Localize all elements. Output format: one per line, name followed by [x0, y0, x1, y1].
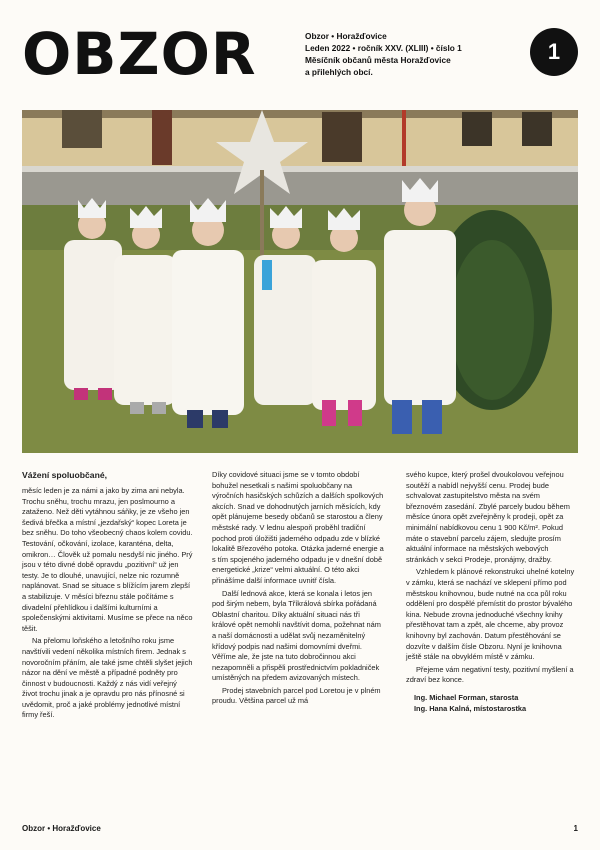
article-paragraph: měsíc leden je za námi a jako by zima ani nebyla. Trochu sněhu, trochu mrazu, jen poslmourno a zataženo. Než děti vytáhnou sáňky, je ze všeho jen šedivá břečka a místní „jezdařský“ kopec Loreta je bez sněhu. Do toho všeobecný chaos kolem covidu. Testování, očkování, izolace, karanténa, delta, omikron… Člověk už pomalu nesdyší nic jiného. Prý jsou v této divné době opravdu „pozitivní“ už jen testy. Je to dlouhé, unavující, nelze nic rozumně naplánovat. Snad se situace s blížícím jarem zlepší a stabilizuje. V měsíci březnu stále počítáme s divadelní přehlídkou i dalšími kulturními a společenskými aktivitami. Musíme se přece na něco těšit. — [22, 486, 193, 633]
publication-place: Obzor • Horažďovice — [305, 31, 387, 41]
masthead — [22, 22, 578, 92]
signature-line: Ing. Hana Kalná, místostarostka — [414, 703, 527, 713]
publication-tagline: Měsíčník občanů města Horažďovice — [305, 55, 451, 65]
publication-issue: Leden 2022 • ročník XXV. (XLIII) • číslo 1 — [305, 43, 462, 53]
newspaper-logo: OBZOR — [22, 20, 257, 88]
footer-publication: Obzor • Horažďovice — [22, 824, 101, 833]
article-column-2 — [212, 470, 384, 709]
article-salutation: Vážení spoluobčané, — [22, 470, 108, 480]
article-column-3 — [406, 470, 578, 714]
page-footer — [22, 824, 578, 836]
article-paragraph: svého kupce, který prošel dvoukolovou veřejnou soutěží a nabídl nejvyšší cenu. Prodej bude schvalovat zastupitelstvo města na svém březnovém zasedání. Zbylé parcely budou během měsíce února opět zveřejněny k prodeji, opět za minimální nabídkovou cenu 1 900 Kč/m². Pokud máte o stavební parcelu zájem, sledujte prosím aktuální informace na městských webových stránkách v sekci Prodeje, pronájmy, dražby. — [406, 470, 570, 564]
article-column-1 — [22, 470, 194, 723]
article-paragraph: Vzhledem k plánové rekonstrukci uhelné kotelny v zámku, která se nachází ve sklepení přímo pod městskou knihovnou, bude nutné na cca půl roku oddělení pro dospělé přemístit do prostor bývalého kina. Nebude zrovna jednoduché všechny knihy přestěhovat tam a zpět, ale chceme, aby provoz knihovny byl zachován. Datum přestěhování se dozvíte v dalším čísle Obzoru. Nyní je knihovna ještě stále na obvyklém místě v zámku. — [406, 567, 575, 662]
article-paragraph: Prodej stavebních parcel pod Loretou je v plném proudu. Většina parcel už má — [212, 685, 381, 706]
cover-photo — [22, 110, 578, 453]
page-number: 1 — [573, 824, 578, 833]
article-paragraph: Díky covidové situaci jsme se v tomto období bohužel nesetkali s našimi spoluobčany na výročních hasičských schůzích a dalších spolkových akcích. Snad ve dohodnutých jarních měsících, kdy opět plánujeme besedy občanů se starostou a členy městské rady. V lednu alespoň proběhl tradiční pochod proti úložišti jaderného odpadu zde v blízké lokalitě Březového potoka. Otázka jaderné energie a s tím spojeného jaderného odpadu je v dnešní době energetické „krize“ velmi aktuální. O této akci přinášíme další informace uvnitř čísla. — [212, 470, 384, 585]
publication-tagline-2: a přilehlých obcí. — [305, 67, 373, 77]
article-paragraph: Na přelomu loňského a letošního roku jsme navštívili vedení několika místních firem. Jednak s novoročním přáním, ale také jsme chtěli slyšet jejich názor na dění ve městě a případné podněty pro činnost v budoucnosti. Každý z nás vidí veřejný život trochu jinak a je opravdu pro nás přínosné si uvědomit, proč a jaké problémy jednotlivé místní firmy řeší. — [22, 636, 193, 720]
issue-number-badge: 1 — [530, 28, 578, 76]
article-paragraph: Přejeme vám negativní testy, pozitivní myšlení a zdraví bez konce. — [406, 664, 574, 685]
signature-mayor — [406, 692, 578, 714]
publication-info — [305, 30, 510, 78]
signature-line: Ing. Michael Forman, starosta — [414, 692, 519, 702]
cover-photo-illustration — [22, 110, 578, 453]
article-paragraph: Další lednová akce, která se konala i letos jen pod širým nebem, byla Tříkrálová sbírka pořádaná Oblastní charitou. Díky aktuální situaci nás tři králové opět nemohli navštívit doma, požehnat nám a naší domácnosti a udělat svůj nezaměnitelný křídový podpis nad našimi domovními dveřmi. Věříme ale, že jste na tuto dobročinnou akci nezapomněli a přispěli prostřednictvím pokladniček umístěných na předem avizovaných místech. — [212, 588, 381, 683]
